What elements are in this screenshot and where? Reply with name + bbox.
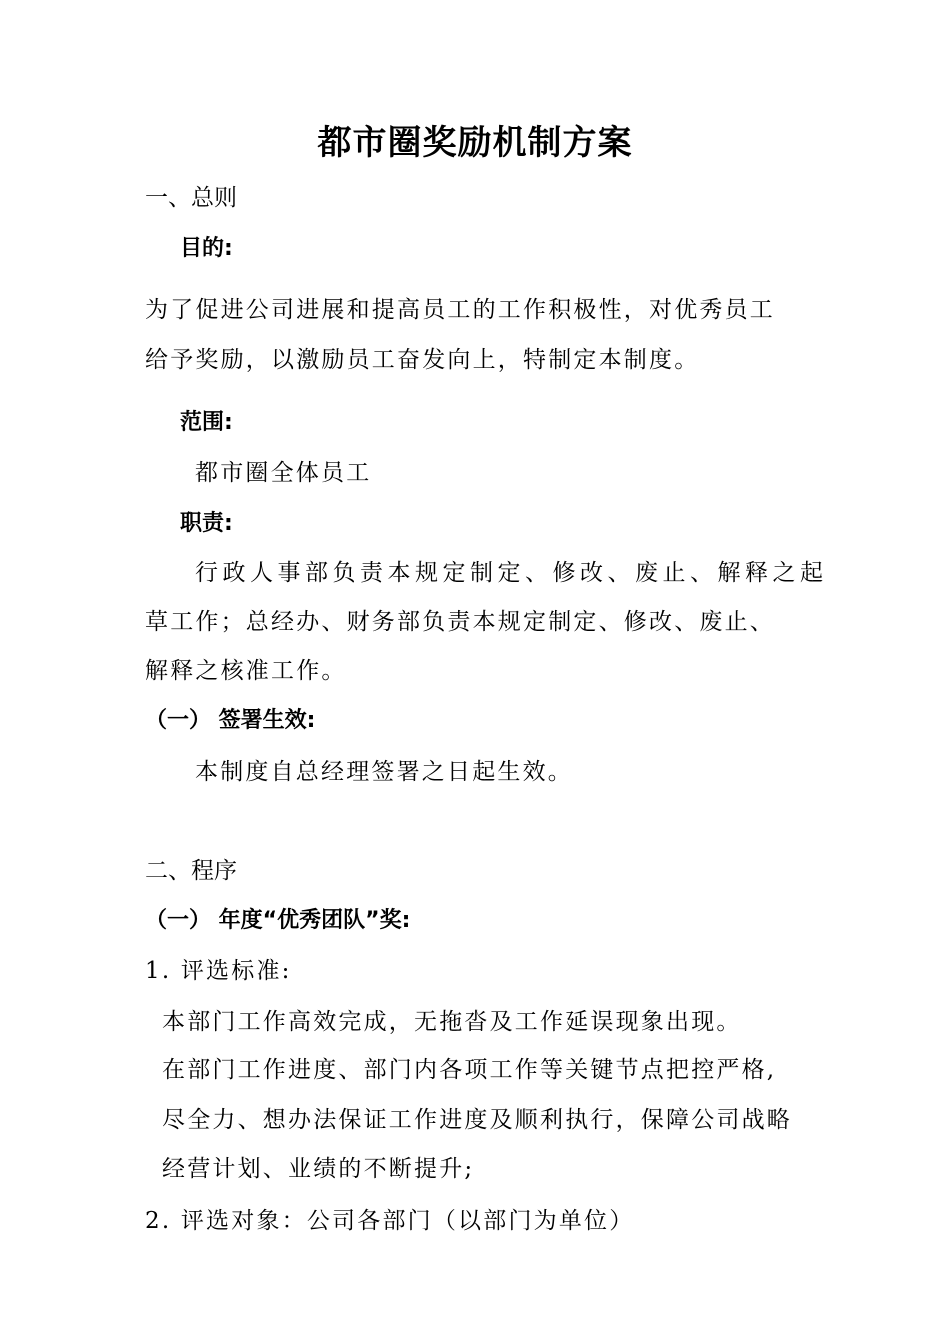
award-label: （一） 年度“优秀团队”奖:: [145, 908, 411, 933]
document-title: 都市圈奖励机制方案: [317, 123, 633, 163]
criteria-line-1: 本部门工作高效完成，无拖沓及工作延误现象出现。: [162, 1009, 742, 1035]
section-heading-general: 一、总则: [145, 185, 237, 211]
scope-text: 都市圈全体员工: [195, 460, 372, 486]
scope-label: 范围:: [180, 410, 233, 435]
criteria-line-4: 经营计划、业绩的不断提升;: [162, 1156, 475, 1182]
target-text: 2. 评选对象：公司各部门（以部门为单位）: [145, 1208, 635, 1234]
criteria-line-3: 尽全力、想办法保证工作进度及顺利执行，保障公司战略: [162, 1107, 792, 1133]
effect-text: 本制度自总经理签署之日起生效。: [195, 759, 573, 785]
duty-line-2: 草工作；总经办、财务部负责本规定制定、修改、废止、: [145, 609, 775, 635]
section-heading-procedure: 二、程序: [145, 858, 237, 884]
purpose-label: 目的:: [180, 236, 233, 261]
purpose-line-2: 给予奖励，以激励员工奋发向上，特制定本制度。: [145, 347, 700, 373]
duty-line-3: 解释之核准工作。: [145, 658, 347, 684]
criteria-line-2: 在部门工作进度、部门内各项工作等关键节点把控严格,: [162, 1057, 777, 1083]
duty-line-1: 行政人事部负责本规定制定、修改、废止、解释之起: [195, 560, 828, 586]
purpose-line-1: 为了促进公司进展和提高员工的工作积极性，对优秀员工: [145, 297, 775, 323]
duty-label: 职责:: [180, 511, 233, 536]
criteria-label: 1. 评选标准:: [145, 958, 292, 984]
effect-label: （一） 签署生效:: [145, 708, 316, 733]
